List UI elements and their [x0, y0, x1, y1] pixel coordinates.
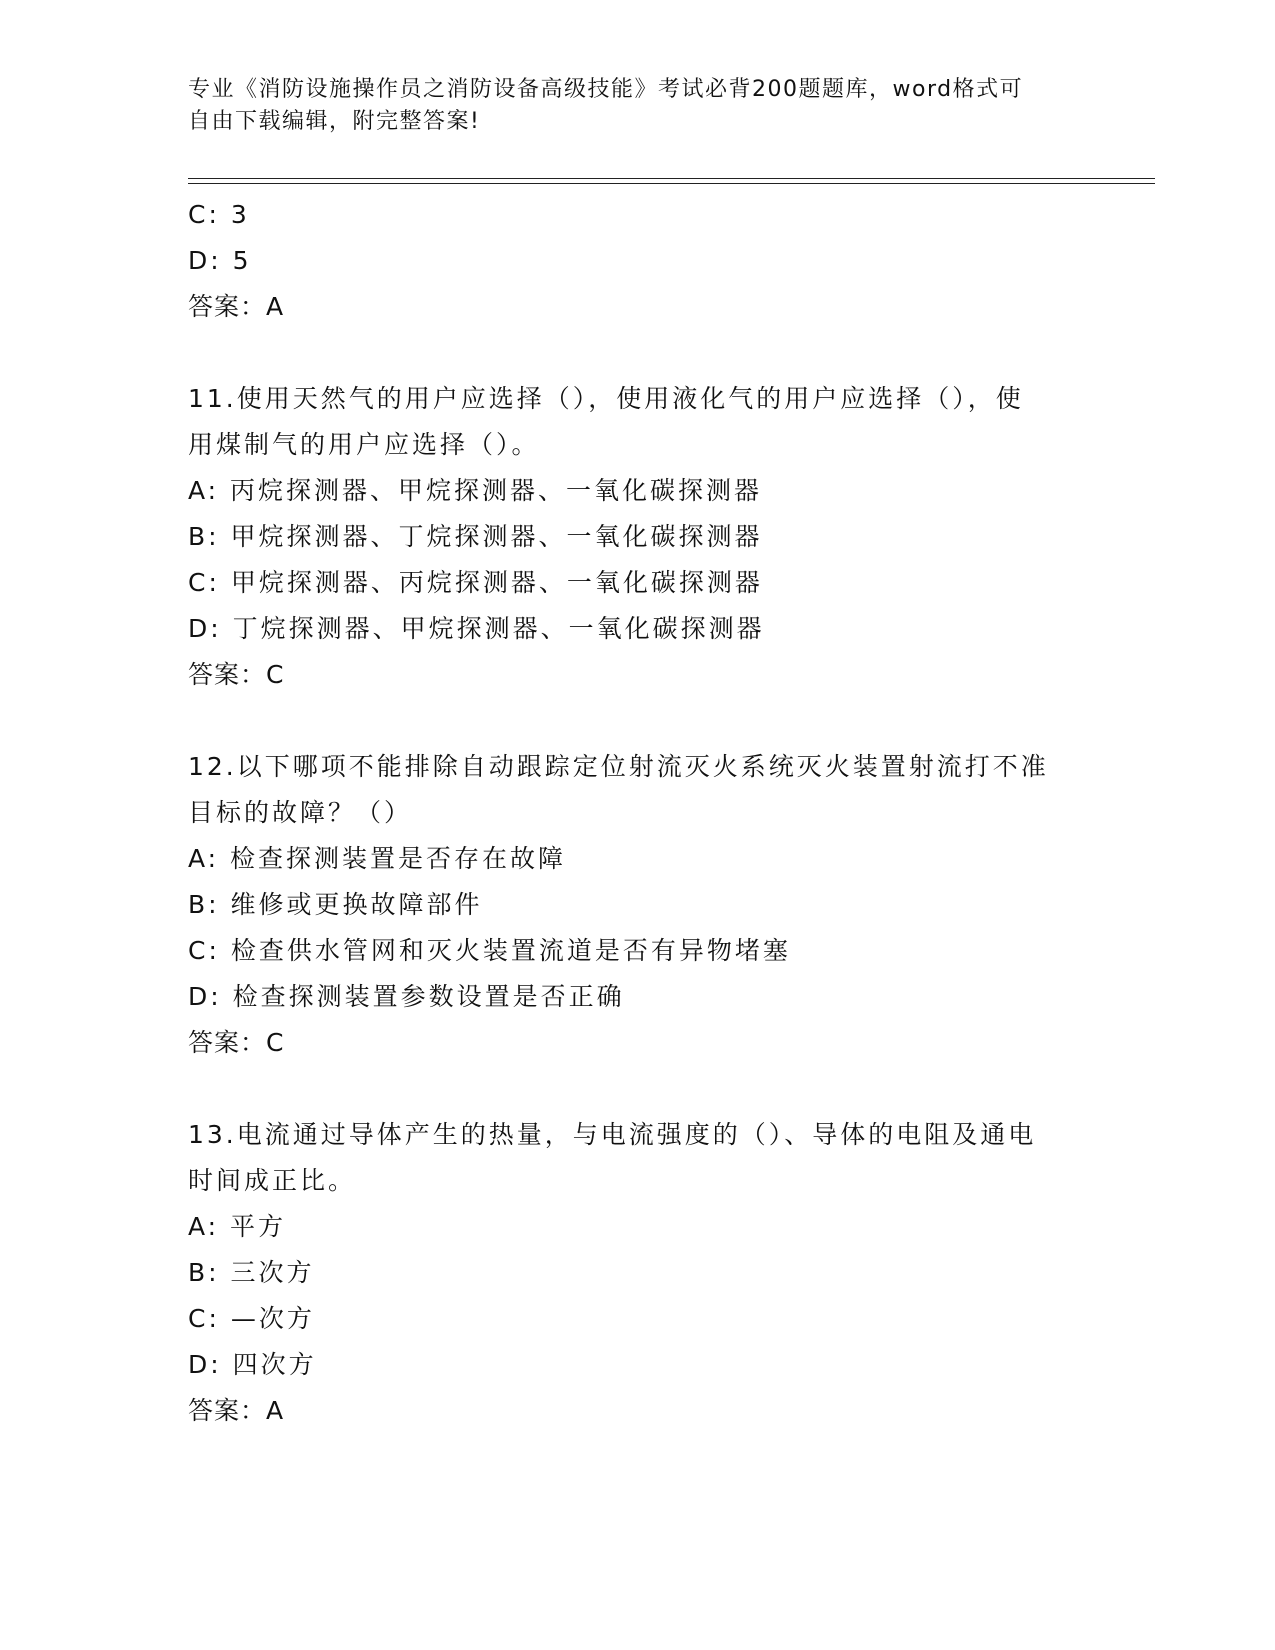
- question-spacer: [188, 698, 1088, 744]
- option-d: D: 四次方: [188, 1350, 317, 1379]
- option-b: B: 甲烷探测器、丁烷探测器、一氧化碳探测器: [188, 522, 763, 551]
- question-11: [188, 376, 1088, 698]
- header-divider-top: [188, 178, 1155, 179]
- question-stem-line-2: 用煤制气的用户应选择（）。: [188, 430, 540, 459]
- option-d: D: 丁烷探测器、甲烷探测器、一氧化碳探测器: [188, 614, 765, 643]
- option-a: A: 平方: [188, 1212, 287, 1241]
- question-spacer: [188, 330, 1088, 376]
- question-10-continued: [188, 192, 1088, 330]
- answer-line: 答案：A: [188, 1396, 285, 1425]
- question-stem-line-1: 13.电流通过导体产生的热量，与电流强度的（）、导体的电阻及通电: [188, 1120, 1037, 1149]
- question-spacer: [188, 1066, 1088, 1112]
- question-12: [188, 744, 1088, 1066]
- question-list: [188, 192, 1088, 1434]
- answer-line: 答案：A: [188, 292, 285, 321]
- option-d: D: 检查探测装置参数设置是否正确: [188, 982, 625, 1011]
- question-stem-line-1: 11.使用天然气的用户应选择（），使用液化气的用户应选择（），使: [188, 384, 1024, 413]
- answer-line: 答案：C: [188, 660, 285, 689]
- header-title-line-2: 自由下载编辑，附完整答案!: [188, 109, 481, 134]
- option-c: C: 甲烷探测器、丙烷探测器、一氧化碳探测器: [188, 568, 763, 597]
- option-b: B: 维修或更换故障部件: [188, 890, 483, 919]
- option-c: C: —次方: [188, 1304, 315, 1333]
- option-c: C: 检查供水管网和灭火装置流道是否有异物堵塞: [188, 936, 791, 965]
- question-stem-line-2: 目标的故障？（）: [188, 798, 413, 827]
- header-divider-bottom: [188, 183, 1155, 184]
- option-d: D: 5: [188, 246, 252, 275]
- option-a: A: 丙烷探测器、甲烷探测器、一氧化碳探测器: [188, 476, 763, 505]
- answer-line: 答案：C: [188, 1028, 285, 1057]
- question-stem-line-2: 时间成正比。: [188, 1166, 357, 1195]
- question-stem-line-1: 12.以下哪项不能排除自动跟踪定位射流灭火系统灭火装置射流打不准: [188, 752, 1049, 781]
- header-title-line-1: 专业《消防设施操作员之消防设备高级技能》考试必背200题题库，word格式可: [188, 77, 1024, 102]
- option-a: A: 检查探测装置是否存在故障: [188, 844, 567, 873]
- document-header: [188, 74, 1088, 138]
- question-13: [188, 1112, 1088, 1434]
- option-b: B: 三次方: [188, 1258, 315, 1287]
- option-c: C: 3: [188, 200, 250, 229]
